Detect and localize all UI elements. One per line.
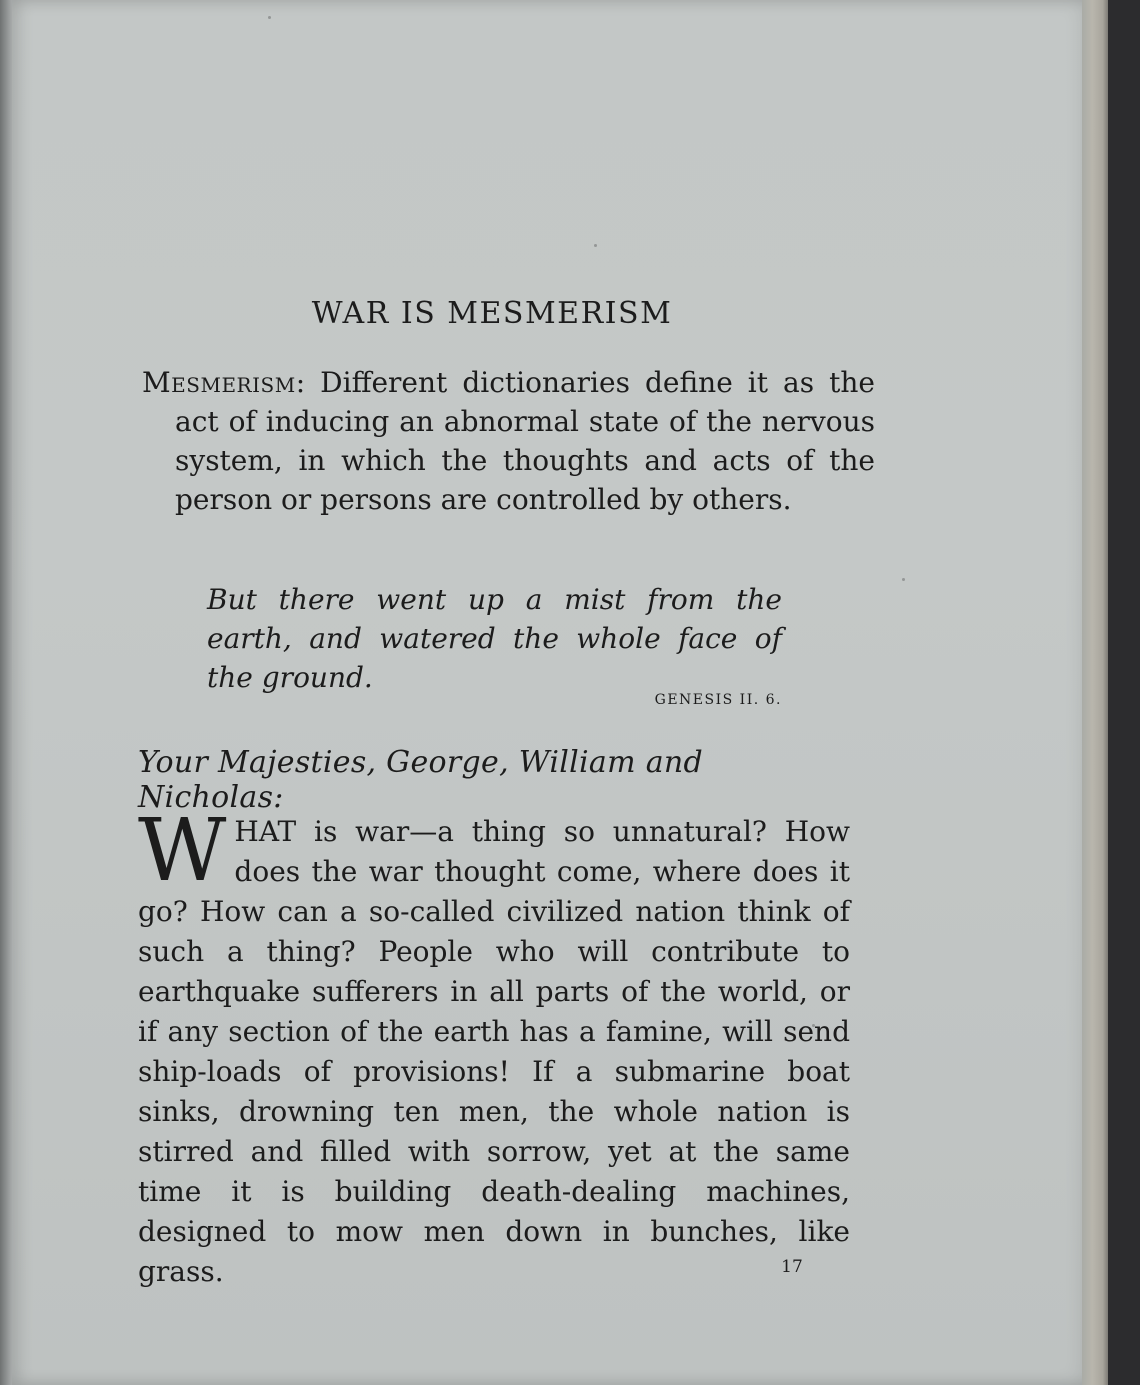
definition-separator: :: [295, 366, 306, 399]
page-fore-edge: [1082, 0, 1108, 1385]
paper-speck: [594, 244, 597, 247]
epigraph-citation: GENESIS II. 6.: [654, 692, 782, 708]
definition-paragraph: [142, 363, 875, 519]
drop-cap: W: [138, 801, 227, 901]
book-page: [12, 0, 1092, 1385]
epigraph-quote: But there went up a mist from the earth, and watered the whole face of the ground.: [207, 583, 782, 694]
body-paragraph: [138, 801, 850, 1292]
definition-text: Different dictionaries define it as the act of inducing an abnormal state of the nervous system, in which the thoughts and acts of the person or persons are controlled by others.: [175, 366, 876, 516]
chapter-title: WAR IS MESMERISM: [311, 296, 673, 331]
definition-term: Mesmerism: [142, 366, 296, 399]
paper-speck: [268, 16, 271, 19]
page-number: 17: [781, 1257, 803, 1277]
body-text: is war—a thing so unnatural? How does the war thought come, where does it go? How can a so-called civilized nation think of such a thing? People who will contribute to earthquake sufferers in all parts of the world, or if any section of the earth has a famine, will send ship-loads of provisions! If a submarine boat sinks, drowning ten men, the whole nation is stirred and filled with sorrow, yet at the same time it is building death-dealing machines, designed to mow men down in bunches, like grass.: [138, 815, 850, 1288]
salutation: Your Majesties, George, William and Nicholas:: [138, 745, 704, 815]
paper-speck: [812, 1024, 815, 1027]
paper-speck: [902, 578, 905, 581]
lead-in-word: HAT: [234, 815, 297, 848]
